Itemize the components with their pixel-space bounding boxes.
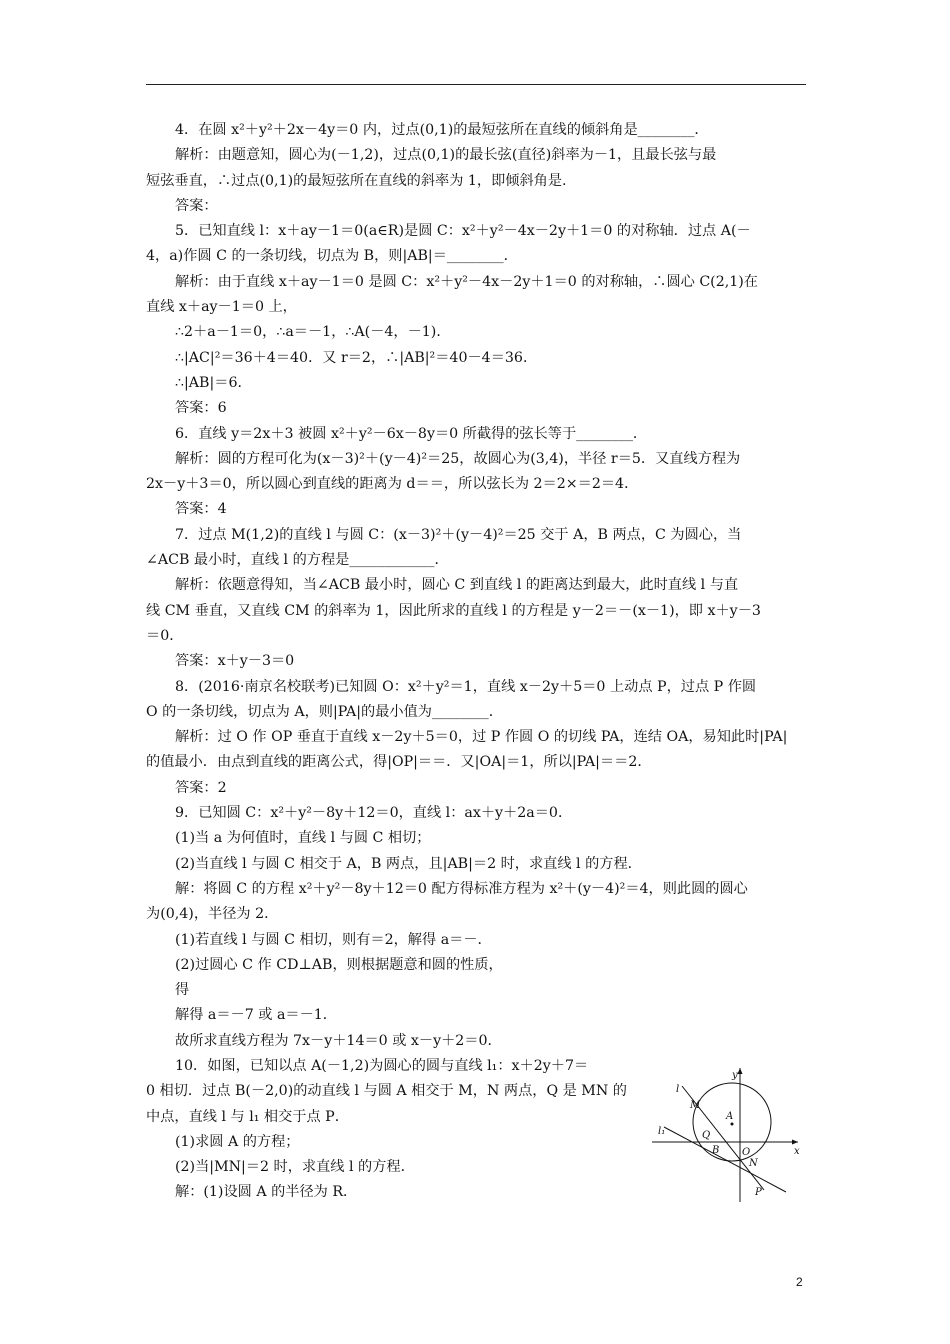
text-line: 直线 x＋ay－1＝0 上， (146, 299, 297, 316)
text-line: 5．已知直线 l：x＋ay－1＝0(a∈R)是圆 C：x²＋y²－4x－2y＋1＝0 的对称轴．过点 A(－ (175, 223, 751, 240)
text-line: (2)当|MN|＝2 时，求直线 l 的方程． (175, 1159, 415, 1176)
label-p: P (755, 1187, 762, 1198)
text-line: ∴|AC|²＝36＋4＝40．又 r＝2，∴|AB|²＝40－4＝36． (175, 349, 538, 366)
text-line: 解：将圆 C 的方程 x²＋y²－8y＋12＝0 配方得标准方程为 x²＋(y－4)²＝4，则此圆的圆心 (175, 880, 748, 897)
text-line: 解析：由题意知，圆心为(－1,2)，过点(0,1)的最长弦(直径)斜率为－1，且最长弦与最 (175, 147, 717, 164)
label-o: O (742, 1147, 751, 1158)
text-line: ＝0． (146, 627, 184, 644)
label-q: Q (702, 1130, 711, 1141)
label-l: l (676, 1084, 680, 1095)
text-line: 故所求直线方程为 7x－y＋14＝0 或 x－y＋2＝0． (175, 1032, 502, 1049)
document-body (146, 118, 808, 1206)
text-line: 答案：x＋y－3＝0 (175, 653, 295, 670)
header-rule (146, 84, 806, 85)
text-line: (1)若直线 l 与圆 C 相切，则有＝2，解得 a＝－． (175, 931, 492, 948)
text-line: ∴|AB|＝6． (175, 374, 252, 391)
text-line: 6．直线 y＝2x＋3 被圆 x²＋y²－6x－8y＝0 所截得的弦长等于________． (175, 425, 648, 442)
text-line: 2x－y＋3＝0，所以圆心到直线的距离为 d＝＝，所以弦长为 2＝2×＝2＝4． (146, 476, 639, 493)
label-l1: l₁ (658, 1126, 666, 1137)
text-line: 答案：4 (175, 501, 227, 518)
text-line: 9．已知圆 C：x²＋y²－8y＋12＝0，直线 l：ax＋y＋2a＝0． (175, 805, 573, 822)
text-line: (2)当直线 l 与圆 C 相交于 A，B 两点，且|AB|＝2 时，求直线 l 的方程． (175, 855, 642, 872)
geometry-figure (652, 1062, 802, 1208)
text-line: 解析：由于直线 x＋ay－1＝0 是圆 C：x²＋y²－4x－2y＋1＝0 的对称轴，∴圆心 C(2,1)在 (175, 273, 758, 290)
text-line: 短弦垂直，∴过点(0,1)的最短弦所在直线的斜率为 1，即倾斜角是. (146, 172, 567, 189)
text-line: 线 CM 垂直，又直线 CM 的斜率为 1，因此所求的直线 l 的方程是 y－2＝－(x－1)，即 x＋y－3 (146, 602, 761, 619)
text-line: 为(0,4)，半径为 2． (146, 906, 279, 923)
text-line: 的值最小．由点到直线的距离公式，得|OP|＝＝．又|OA|＝1，所以|PA|＝＝2． (146, 754, 652, 771)
text-line: O 的一条切线，切点为 A，则|PA|的最小值为________． (146, 703, 503, 720)
label-b: B (712, 1145, 720, 1156)
text-line: 0 相切．过点 B(－2,0)的动直线 l 与圆 A 相交于 M，N 两点，Q 是 MN 的 (146, 1083, 627, 1100)
text-line: 解析：圆的方程可化为(x－3)²＋(y－4)²＝25，故圆心为(3,4)，半径 r＝5．又直线方程为 (175, 450, 741, 467)
text-line: 解：(1)设圆 A 的半径为 R． (175, 1184, 358, 1201)
text-line: 4，a)作圆 C 的一条切线，切点为 B，则|AB|＝________． (146, 248, 518, 265)
text-line: 解得 a＝－7 或 a＝－1． (175, 1007, 337, 1024)
x-axis-arrow (792, 1140, 798, 1145)
label-a: A (726, 1111, 734, 1122)
text-line: (1)当 a 为何值时，直线 l 与圆 C 相切； (175, 830, 431, 847)
text-line: 8．(2016·南京名校联考)已知圆 O：x²＋y²＝1，直线 x－2y＋5＝0 上动点 P，过点 P 作圆 (175, 678, 757, 695)
text-line: 7．过点 M(1,2)的直线 l 与圆 C：(x－3)²＋(y－4)²＝25 交于 A，B 两点，C 为圆心，当 (175, 526, 742, 543)
text-line: 4．在圆 x²＋y²＋2x－4y＝0 内，过点(0,1)的最短弦所在直线的倾斜角是________． (175, 122, 709, 138)
text-line: 中点，直线 l 与 l₁ 相交于点 P． (146, 1108, 349, 1125)
text-line: (2)过圆心 C 作 CD⊥AB，则根据题意和圆的性质， (175, 956, 503, 973)
text-line: 得 (175, 982, 190, 999)
text-line: 10．如图，已知以点 A(－1,2)为圆心的圆与直线 l₁：x＋2y＋7＝ (175, 1057, 589, 1074)
y-axis-arrow (738, 1068, 743, 1074)
text-line: ∠ACB 最小时，直线 l 的方程是____________． (146, 552, 449, 569)
text-line: (1)求圆 A 的方程； (175, 1133, 300, 1150)
text-line: 解析：依题意得知，当∠ACB 最小时，圆心 C 到直线 l 的距离达到最大，此时直线 l 与直 (175, 577, 739, 594)
text-line: 答案：2 (175, 779, 227, 796)
text-line: ∴2＋a－1＝0，∴a＝－1，∴A(－4，－1)． (175, 324, 451, 341)
text-line: 答案：6 (175, 400, 227, 417)
page-number: 2 (796, 1275, 803, 1289)
label-x: x (794, 1146, 800, 1157)
text-line: 解析：过 O 作 OP 垂直于直线 x－2y＋5＝0，过 P 作圆 O 的切线 PA，连结 OA，易知此时|PA| (175, 729, 788, 746)
label-n: N (749, 1158, 758, 1169)
label-m: M (690, 1100, 701, 1111)
label-y: y (732, 1070, 738, 1081)
center-point (731, 1123, 734, 1126)
text-line: 答案： (175, 197, 218, 214)
